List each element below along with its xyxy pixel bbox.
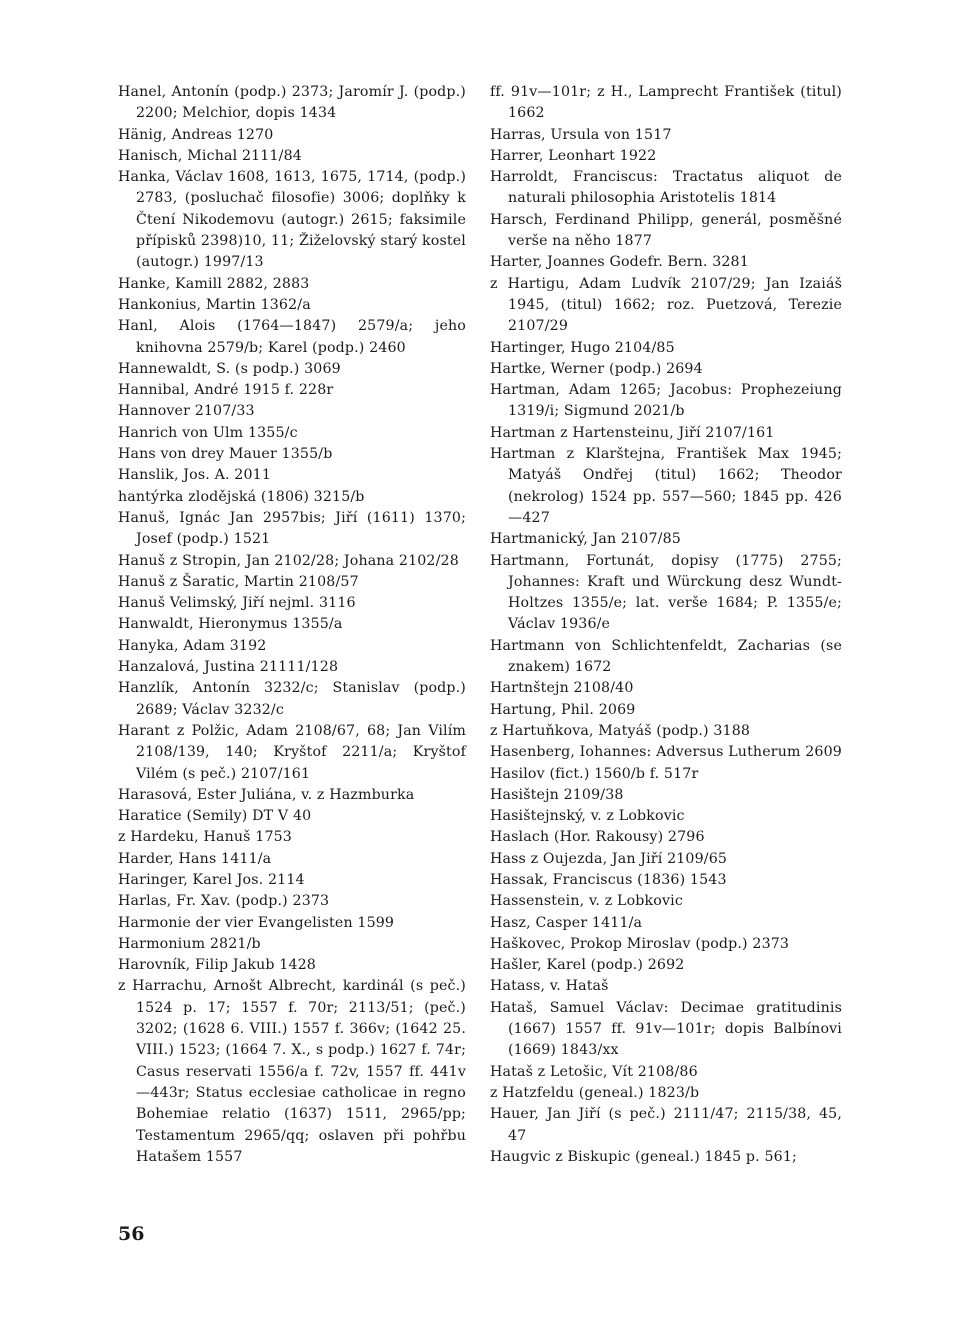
- index-entry: Hartman, Adam 1265; Jacobus: Prophezeiung 1319/i; Sigmund 2021/b: [490, 382, 842, 420]
- index-entry: Hartinger, Hugo 2104/85: [490, 339, 675, 356]
- index-entry: hantýrka zlodějská (1806) 3215/b: [118, 488, 365, 505]
- index-entry: Hasz, Casper 1411/a: [490, 914, 643, 931]
- index-entry: Hartmann, Fortunát, dopisy (1775) 2755; Johannes: Kraft und Würckung desz Wundt-Holtzes 1355/e; lat. verše 1684; P. 1355/e; Václav 1936/e: [490, 552, 842, 633]
- index-entry: Hasenberg, Iohannes: Adversus Lutherum 2609: [490, 744, 842, 761]
- index-entry: Harlas, Fr. Xav. (podp.) 2373: [118, 893, 330, 910]
- index-entry: Harasová, Ester Juliána, v. z Hazmburka: [118, 786, 415, 803]
- index-entry: Hannover 2107/33: [118, 403, 255, 420]
- index-entry: Hass z Oujezda, Jan Jiří 2109/65: [490, 850, 728, 867]
- index-entry: Hänig, Andreas 1270: [118, 126, 274, 143]
- index-entry: Hankonius, Martin 1362/a: [118, 296, 311, 313]
- index-entry: Hanzalová, Justina 21111/128: [118, 659, 339, 676]
- index-entry: Hanwaldt, Hieronymus 1355/a: [118, 616, 343, 633]
- index-entry: Harsch, Ferdinand Philipp, generál, posměšné verše na něho 1877: [490, 211, 842, 250]
- index-entry: Harant z Polžic, Adam 2108/67, 68; Jan Vilím 2108/139, 140; Kryštof 2211/a; Kryštof Vilém (s peč.) 2107/161: [118, 722, 466, 782]
- index-entry: Hanka, Václav 1608, 1613, 1675, 1714, (podp.) 2783, (posluchač filosofie) 3006; doplňky k Čtení Nikodemovu (autogr.) 2615; faksimile přípisků 2398)10, 11; Žiželovský starý kostel (autogr.) 1997/13: [118, 169, 466, 271]
- index-entry: Hašler, Karel (podp.) 2692: [490, 957, 685, 974]
- index-entry: Hans von drey Mauer 1355/b: [118, 446, 333, 463]
- index-entry: Haugvic z Biskupic (geneal.) 1845 p. 561;: [490, 1148, 797, 1165]
- index-entry: Harmonie der vier Evangelisten 1599: [118, 914, 395, 931]
- index-entry: Hanuš z Šaratic, Martin 2108/57: [118, 573, 359, 590]
- index-entry: Harovník, Filip Jakub 1428: [118, 957, 316, 974]
- index-entry: Hanzlík, Antonín 3232/c; Stanislav (podp.) 2689; Václav 3232/c: [118, 680, 466, 718]
- index-entry: Hanuš z Stropin, Jan 2102/28; Johana 2102/28: [118, 552, 459, 569]
- index-entry: Hassak, Franciscus (1836) 1543: [490, 871, 727, 888]
- index-entry: Haškovec, Prokop Miroslav (podp.) 2373: [490, 935, 790, 952]
- index-entry: Harder, Hans 1411/a: [118, 850, 272, 867]
- index-entry: z Hartuňkova, Matyáš (podp.) 3188: [490, 722, 751, 739]
- index-entry: Hanslik, Jos. A. 2011: [118, 467, 271, 484]
- index-entry: Hanl, Alois (1764—1847) 2579/a; jeho knihovna 2579/b; Karel (podp.) 2460: [118, 318, 466, 356]
- index-entry: z Hartigu, Adam Ludvík 2107/29; Jan Izaiáš 1945, (titul) 1662; roz. Puetzová, Terezie 2107/29: [490, 275, 842, 335]
- index-entry: Harmonium 2821/b: [118, 935, 261, 952]
- index-entry: Hanel, Antonín (podp.) 2373; Jaromír J. (podp.) 2200; Melchior, dopis 1434: [118, 84, 466, 122]
- index-entry: Hartmann von Schlichtenfeldt, Zacharias (se znakem) 1672: [490, 637, 842, 676]
- index-entry: Hataš z Letošic, Vít 2108/86: [490, 1063, 698, 1080]
- index-entry: Hataš, Samuel Václav: Decimae gratitudinis (1667) 1557 ff. 91v—101r; dopis Balbínovi (1669) 1843/xx: [490, 999, 842, 1059]
- left-index-column: [118, 82, 466, 1168]
- index-entry: Harras, Ursula von 1517: [490, 126, 672, 143]
- index-entry: Hartnštejn 2108/40: [490, 680, 634, 697]
- index-entry: Hannibal, André 1915 f. 228r: [118, 382, 334, 399]
- index-entry: Harter, Joannes Godefr. Bern. 3281: [490, 254, 749, 271]
- index-entry: Hartman z Klarštejna, František Max 1945; Matyáš Ondřej (titul) 1662; Theodor (nekrolog) 1524 pp. 557—560; 1845 pp. 426—427: [490, 446, 842, 526]
- index-entry: z Harrachu, Arnošt Albrecht, kardinál (s peč.) 1524 p. 17; 1557 f. 70r; 2113/51; (peč.) 3202; (1628 6. VIII.) 1557 f. 366v; (1642 25. VIII.) 1523; (1664 7. X., s podp.) 1627 f. 74r; Casus reservati 1556/a f. 72v, 1557 ff. 441v—443r; Status ecclesiae catholicae in regno Bohemiae relatio (1637) 1511, 2965/pp; Testamentum 2965/qq; oslaven při pohřbu Hatašem 1557: [118, 978, 466, 1165]
- index-entry: Hanyka, Adam 3192: [118, 637, 267, 654]
- index-entry: z Hardeku, Hanuš 1753: [118, 829, 292, 846]
- index-entry: Hauer, Jan Jiří (s peč.) 2111/47; 2115/38, 45, 47: [490, 1106, 842, 1144]
- index-entry: ff. 91v—101r; z H., Lamprecht František (titul) 1662: [490, 84, 842, 122]
- index-entry: Hasištejn 2109/38: [490, 786, 624, 803]
- index-entry: Hartke, Werner (podp.) 2694: [490, 360, 703, 377]
- index-entry: Harrer, Leonhart 1922: [490, 147, 657, 164]
- index-entry: Hasilov (fict.) 1560/b f. 517r: [490, 765, 699, 782]
- index-entry: Hartung, Phil. 2069: [490, 701, 636, 718]
- index-entry: Haringer, Karel Jos. 2114: [118, 871, 305, 888]
- index-entry: Hanrich von Ulm 1355/c: [118, 424, 298, 441]
- right-index-column: [490, 82, 842, 1168]
- index-entry: Harroldt, Franciscus: Tractatus aliquot de naturali philosophia Aristotelis 1814: [490, 169, 842, 207]
- index-entry: Haslach (Hor. Rakousy) 2796: [490, 829, 705, 846]
- index-entry: z Hatzfeldu (geneal.) 1823/b: [490, 1084, 700, 1101]
- page-number: 56: [118, 1223, 145, 1245]
- index-entry: Hannewaldt, S. (s podp.) 3069: [118, 360, 341, 377]
- index-entry: Hanuš Velimský, Jiří nejml. 3116: [118, 595, 356, 612]
- index-entry: Hartmanický, Jan 2107/85: [490, 531, 681, 548]
- index-entry: Hanke, Kamill 2882, 2883: [118, 275, 310, 292]
- index-entry: Hanisch, Michal 2111/84: [118, 147, 302, 164]
- index-entry: Hasištejnský, v. z Lobkovic: [490, 808, 685, 825]
- index-entry: Hatass, v. Hataš: [490, 978, 609, 995]
- index-entry: Hartman z Hartensteinu, Jiří 2107/161: [490, 424, 775, 441]
- index-entry: Hassenstein, v. z Lobkovic: [490, 893, 683, 910]
- index-entry: Hanuš, Ignác Jan 2957bis; Jiří (1611) 1370; Josef (podp.) 1521: [118, 509, 466, 548]
- index-entry: Haratice (Semily) DT V 40: [118, 808, 312, 825]
